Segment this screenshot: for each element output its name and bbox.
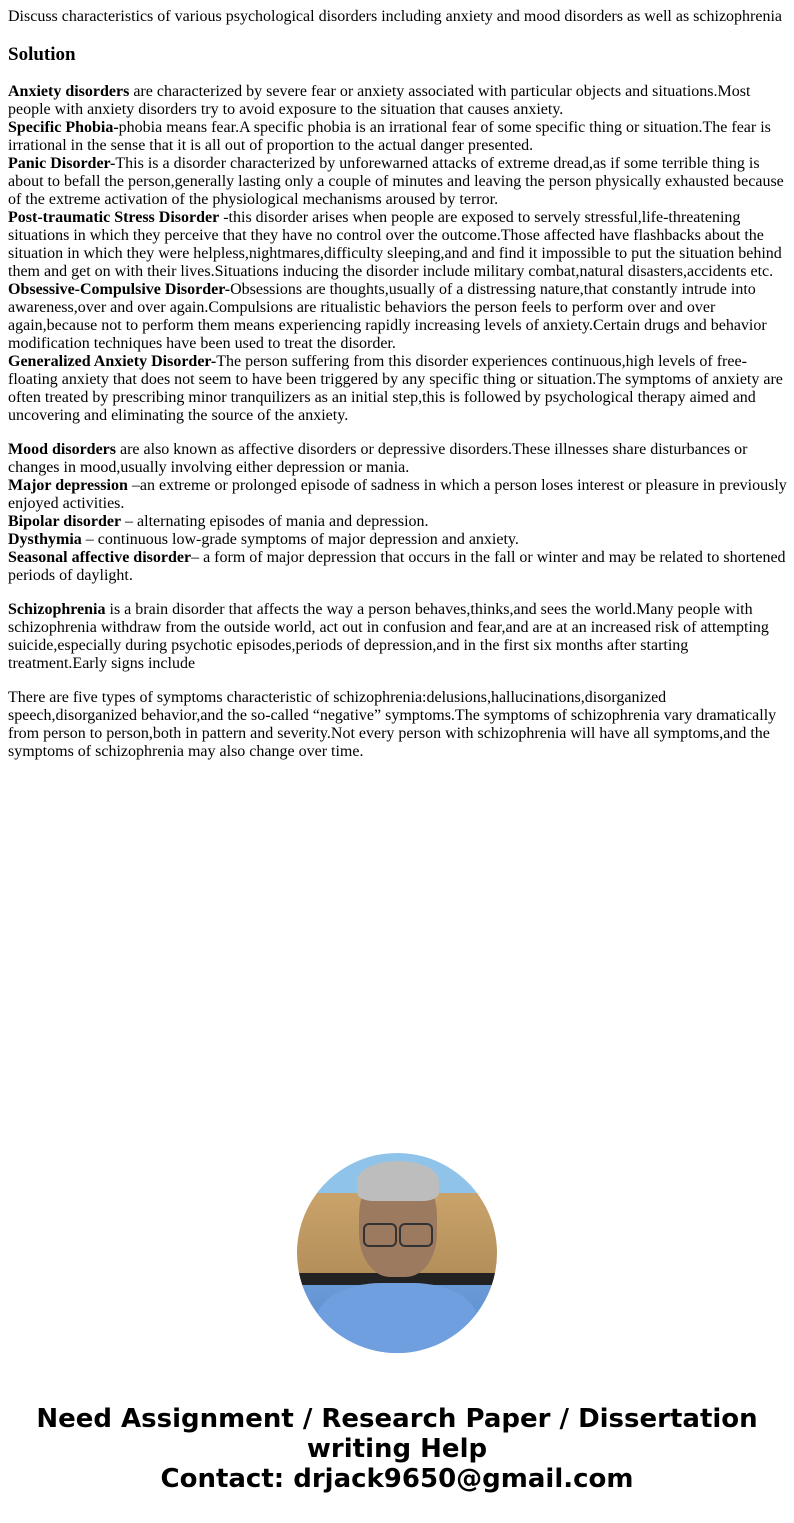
contact-email: Contact: drjack9650@gmail.com — [160, 1464, 634, 1494]
document-body — [8, 8, 790, 777]
glasses-icon — [363, 1223, 397, 1247]
schizophrenia-section — [8, 601, 790, 673]
shirt-shape — [317, 1283, 477, 1353]
anxiety-intro: Anxiety disorders are characterized by severe fear or anxiety associated with particular objects and situations.Most people with anxiety disorders try to avoid exposure to the situation that causes anxiety. — [8, 83, 751, 118]
author-photo — [297, 1153, 497, 1353]
schizophrenia-intro: Schizophrenia is a brain disorder that affects the way a person behaves,thinks,and sees the world.Many people with schizophrenia withdraw from the outside world, act out in confusion and fear,and are at an increased risk of attempting suicide,especially during psychotic episodes,periods of depression,and in the first six months after starting treatment.Early signs include — [8, 601, 769, 672]
banner-line-2: writing Help — [306, 1434, 488, 1464]
panic-disorder: Panic Disorder-This is a disorder characterized by unforewarned attacks of extreme dread,as if some terrible thing is about to befall the person,generally lasting only a couple of minutes and leaving the person physically exhausted because of the extreme activation of the physiological mechanisms aroused by terror. — [8, 155, 784, 208]
bipolar-disorder: Bipolar disorder – alternating episodes of mania and depression. — [8, 513, 429, 530]
glasses-icon — [399, 1223, 433, 1247]
schizophrenia-symptoms-text: There are five types of symptoms characteristic of schizophrenia:delusions,hallucinations,disorganized speech,disorganized behavior,and the so-called “negative” symptoms.The symptoms of schizophrenia vary dramatically from person to person,both in pattern and severity.Not every person with schizophrenia will have all symptoms,and the symptoms of schizophrenia may also change over time. — [8, 689, 777, 760]
schizophrenia-symptoms — [8, 689, 790, 761]
specific-phobia: Specific Phobia-phobia means fear.A specific phobia is an irrational fear of some specific thing or situation.The fear is irrational in the sense that it is all out of proportion to the actual danger presented. — [8, 119, 771, 154]
major-depression: Major depression –an extreme or prolonged episode of sadness in which a person loses interest or pleasure in previously enjoyed activities. — [8, 477, 787, 512]
seasonal-affective-disorder: Seasonal affective disorder– a form of major depression that occurs in the fall or winter and may be related to shortened periods of daylight. — [8, 549, 786, 584]
hair-shape — [357, 1161, 439, 1201]
gad: Generalized Anxiety Disorder-The person suffering from this disorder experiences continuous,high levels of free-floating anxiety that does not seem to have been triggered by any specific thing or situation.The symptoms of anxiety are often treated by prescribing minor tranquilizers as an initial step,this is followed by psychological therapy aimed and uncovering and eliminating the source of the anxiety. — [8, 353, 783, 424]
anxiety-section — [8, 83, 790, 425]
mood-intro: Mood disorders are also known as affective disorders or depressive disorders.These illnesses share disturbances or changes in mood,usually involving either depression or mania. — [8, 441, 748, 476]
mood-section — [8, 441, 790, 585]
banner-line-1: Need Assignment / Research Paper / Dissertation — [36, 1404, 758, 1434]
question-text: Discuss characteristics of various psychological disorders including anxiety and mood disorders as well as schizophrenia — [8, 8, 783, 25]
ptsd: Post-traumatic Stress Disorder -this disorder arises when people are exposed to servely stressful,life-threatening situations in which they perceive that they have no control over the outcome.Those affected have flashbacks about the situation in which they were helpless,nightmares,difficulty sleeping,and and find it impossible to put the situation behind them and get on with their lives.Situations inducing the disorder include military combat,natural disasters,accidents etc. — [8, 209, 782, 280]
solution-heading: Solution — [8, 44, 76, 65]
ocd: Obsessive-Compulsive Disorder-Obsessions are thoughts,usually of a distressing nature,that constantly intrude into awareness,over and over again.Compulsions are ritualistic behaviors the person feels to perform over and over again,because not to perform them means experiencing rapidly increasing levels of anxiety.Certain drugs and behavior modification techniques have been used to treat the disorder. — [8, 281, 767, 352]
contact-banner — [0, 1404, 794, 1494]
dysthymia: Dysthymia – continuous low-grade symptoms of major depression and anxiety. — [8, 531, 519, 548]
